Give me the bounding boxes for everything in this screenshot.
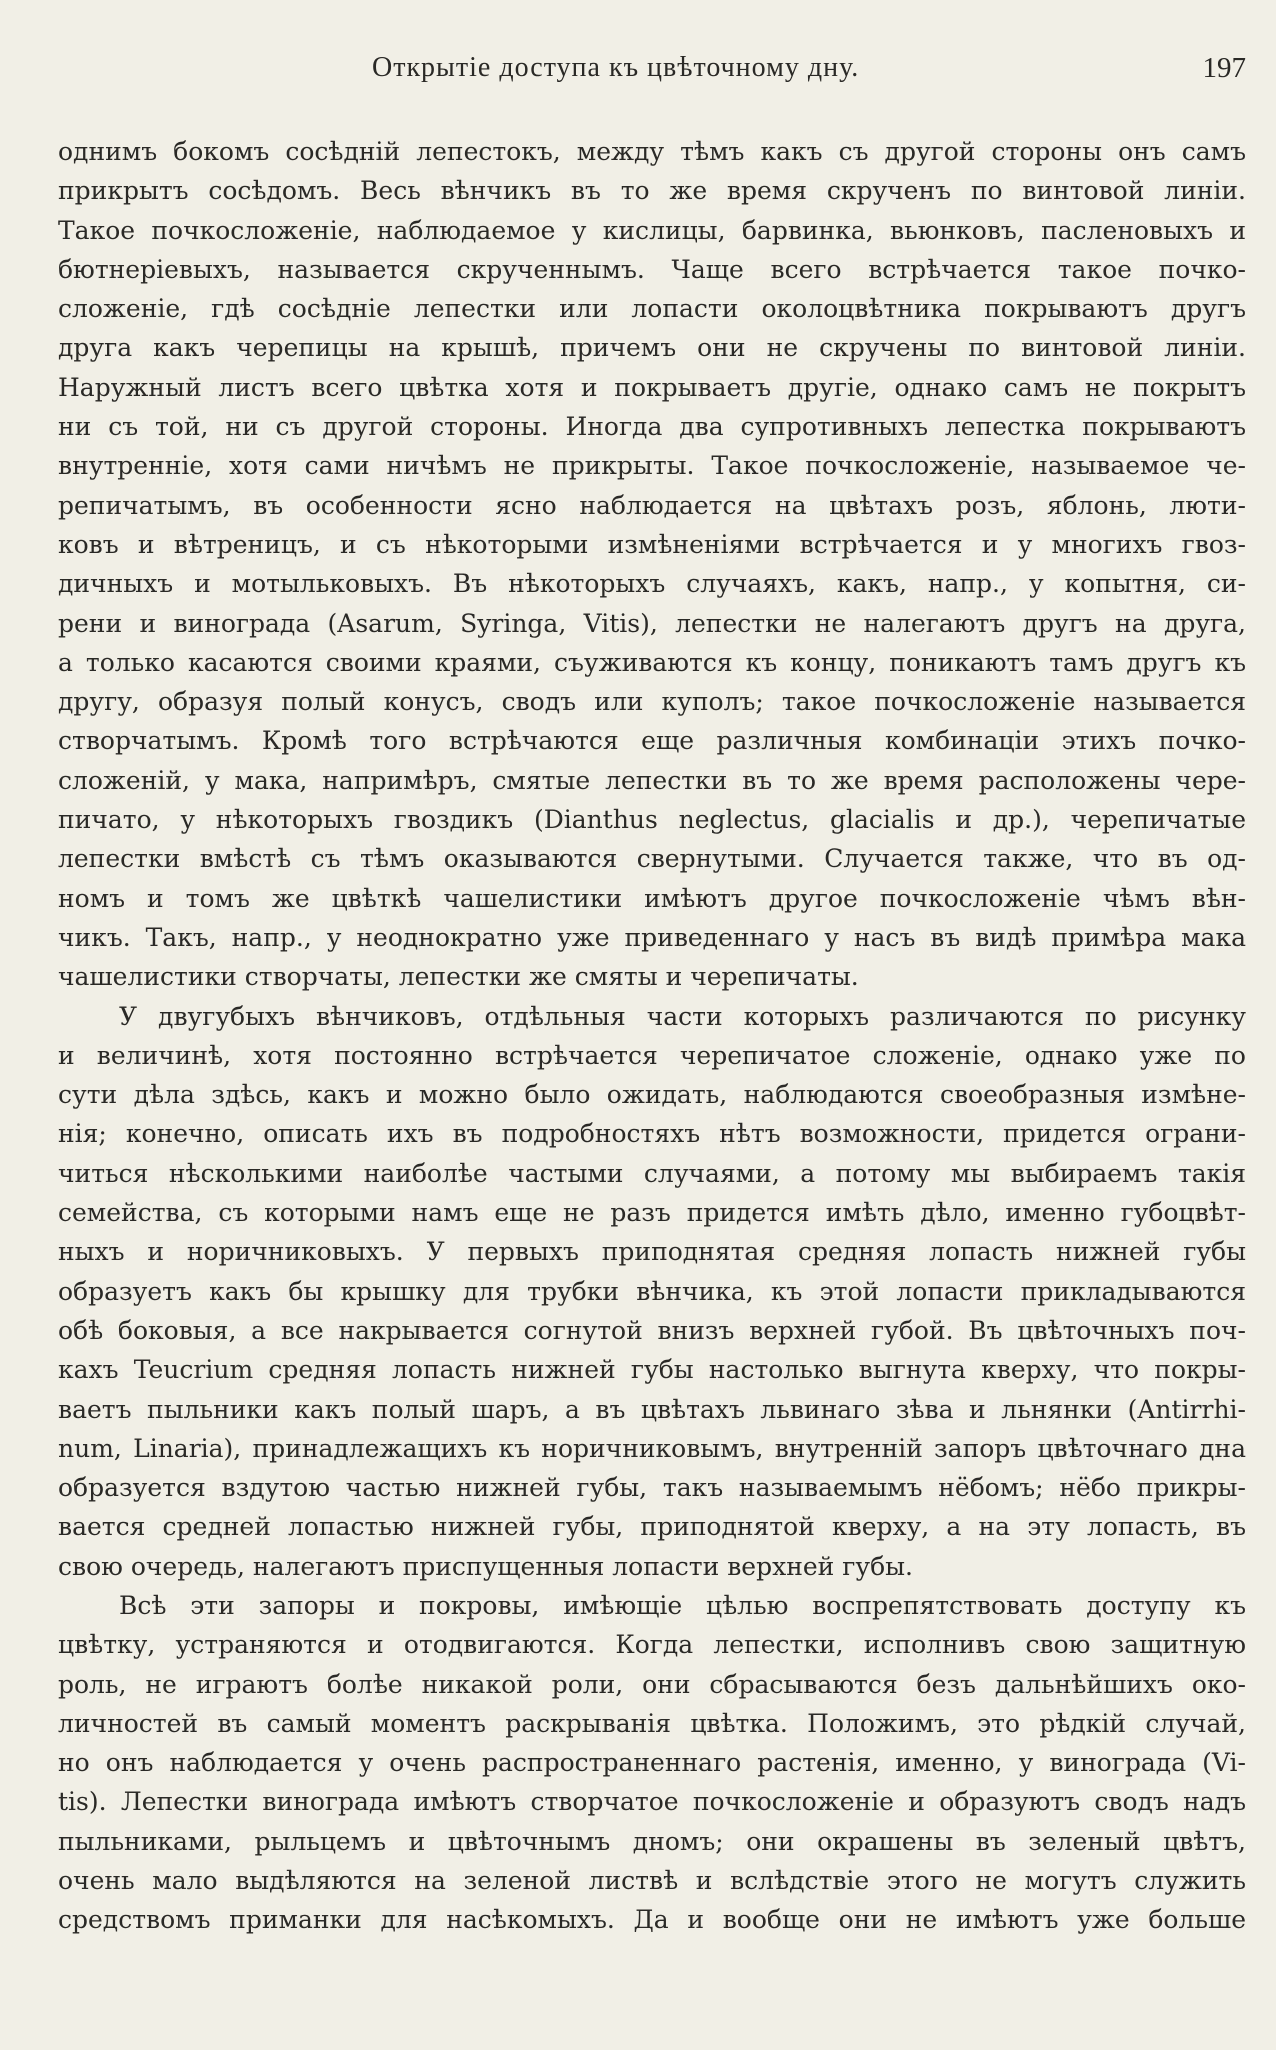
text-line: семейства, съ которыми намъ еще не разъ придется имѣть дѣло, именно губоцвѣт- [58, 1198, 1246, 1228]
text-line: однимъ бокомъ сосѣдній лепестокъ, между тѣмъ какъ съ другой стороны онъ самъ [58, 137, 1246, 166]
text-line: но онъ наблюдается у очень распространеннаго растенія, именно, у винограда (Vi- [58, 1748, 1246, 1778]
text-line: сложеній, у мака, напримѣръ, смятые лепестки въ то же время расположены чере- [58, 765, 1246, 795]
text-line: роль, не играютъ болѣе никакой роли, они сбрасываются безъ дальнѣйшихъ око- [58, 1669, 1246, 1699]
text-line: num, Linaria), принадлежащихъ къ норичниковымъ, внутренній запоръ цвѣточнаго дна [58, 1433, 1246, 1463]
page-number: 197 [1202, 52, 1246, 84]
text-line: рени и винограда (Asarum, Syringa, Vitis), лепестки не налегаютъ другъ на друга, [58, 608, 1246, 638]
running-title: Открытіе доступа къ цвѣточному дну. [372, 52, 860, 83]
text-line: пыльниками, рыльцемъ и цвѣточнымъ дномъ; они окрашены въ зеленый цвѣтъ, [58, 1826, 1246, 1856]
text-line: свою очередь, налегаютъ приспущенныя лопасти верхней губы. [58, 1551, 913, 1581]
body-text [58, 132, 1246, 1940]
text-line: прикрытъ сосѣдомъ. Весь вѣнчикъ въ то же время скрученъ по винтовой линіи. [58, 176, 1246, 206]
text-line: цвѣтку, устраняются и отодвигаются. Когда лепестки, исполнивъ свою защитную [58, 1630, 1246, 1660]
text-line: и величинѣ, хотя постоянно встрѣчается черепичатое сложеніе, однако уже по [58, 1040, 1246, 1070]
text-line: образуется вздутою частью нижней губы, такъ называемымъ нёбомъ; нёбо прикры- [58, 1473, 1246, 1503]
text-line: образуетъ какъ бы крышку для трубки вѣнчика, къ этой лопасти прикладываются [58, 1276, 1246, 1306]
text-line: репичатымъ, въ особенности ясно наблюдается на цвѣтахъ розъ, яблонь, люти- [58, 490, 1246, 520]
text-line: личностей въ самый моментъ раскрыванія цвѣтка. Положимъ, это рѣдкій случай, [58, 1708, 1246, 1738]
text-line: ни съ той, ни съ другой стороны. Иногда два супротивныхъ лепестка покрываютъ [58, 412, 1246, 442]
text-line: Такое почкосложеніе, наблюдаемое у кислицы, барвинка, вьюнковъ, пасленовыхъ и [58, 215, 1246, 245]
text-line: сути дѣла здѣсь, какъ и можно было ожидать, наблюдаются своеобразныя измѣне- [58, 1080, 1246, 1110]
text-line: друга какъ черепицы на крышѣ, причемъ они не скручены по винтовой линіи. [58, 333, 1246, 363]
text-line: бютнеріевыхъ, называется скрученнымъ. Чаще всего встрѣчается такое почко- [58, 254, 1246, 284]
text-line: створчатымъ. Кромѣ того встрѣчаются еще различныя комбинаціи этихъ почко- [58, 726, 1246, 756]
text-line: обѣ боковыя, а все накрывается согнутой внизъ верхней губой. Въ цвѣточныхъ поч- [58, 1315, 1246, 1345]
text-line: очень мало выдѣляются на зеленой листвѣ и вслѣдствіе этого не могутъ служить [58, 1866, 1246, 1896]
text-line: вается средней лопастью нижней губы, приподнятой кверху, а на эту лопасть, въ [58, 1512, 1246, 1542]
paragraph [58, 997, 1246, 1586]
text-line: ковъ и вѣтреницъ, и съ нѣкоторыми измѣненіями встрѣчается и у многихъ гвоз- [58, 529, 1246, 559]
text-line: чикъ. Такъ, напр., у неоднократно уже приведеннаго у насъ въ видѣ примѣра мака [58, 922, 1246, 952]
text-line: tis). Лепестки винограда имѣютъ створчатое почкосложеніе и образуютъ сводъ надъ [58, 1787, 1246, 1817]
text-line: лепестки вмѣстѣ съ тѣмъ оказываются свернутыми. Случается также, что въ од- [58, 844, 1246, 874]
paragraph [58, 132, 1246, 997]
text-line: чашелистики створчаты, лепестки же смяты и черепичаты. [58, 962, 859, 992]
text-line: номъ и томъ же цвѣткѣ чашелистики имѣютъ другое почкосложеніе чѣмъ вѣн- [58, 883, 1246, 913]
text-line: а только касаются своими краями, съуживаются къ концу, поникаютъ тамъ другъ къ [58, 647, 1246, 677]
paragraph [58, 1586, 1246, 1940]
text-line: Всѣ эти запоры и покровы, имѣющіе цѣлью воспрепятствовать доступу къ [119, 1590, 1246, 1620]
text-line: сложеніе, гдѣ сосѣдніе лепестки или лопасти околоцвѣтника покрываютъ другъ [58, 294, 1246, 324]
text-line: внутренніе, хотя сами ничѣмъ не прикрыты. Такое почкосложеніе, называемое че- [58, 451, 1246, 481]
text-line: кахъ Teucrium средняя лопасть нижней губы настолько выгнута кверху, что покры- [58, 1355, 1246, 1385]
text-line: другу, образуя полый конусъ, сводъ или куполъ; такое почкосложеніе называется [58, 687, 1246, 717]
text-line: ныхъ и норичниковыхъ. У первыхъ приподнятая средняя лопасть нижней губы [58, 1237, 1246, 1267]
text-line: пичато, у нѣкоторыхъ гвоздикъ (Dianthus neglectus, glacialis и др.), черепичатые [58, 805, 1246, 835]
text-line: ваетъ пыльники какъ полый шаръ, а въ цвѣтахъ львинаго зѣва и льнянки (Antirrhi- [58, 1394, 1246, 1424]
text-line: дичныхъ и мотыльковыхъ. Въ нѣкоторыхъ случаяхъ, какъ, напр., у копытня, си- [58, 569, 1246, 599]
text-line: читься нѣсколькими наиболѣе частыми случаями, а потому мы выбираемъ такія [58, 1158, 1246, 1188]
text-line: У двугубыхъ вѣнчиковъ, отдѣльныя части которыхъ различаются по рисунку [119, 1001, 1246, 1031]
text-line: нія; конечно, описать ихъ въ подробностяхъ нѣтъ возможности, придется ограни- [58, 1119, 1246, 1149]
text-line: средствомъ приманки для насѣкомыхъ. Да и вообще они не имѣютъ уже больше [58, 1905, 1246, 1935]
text-line: Наружный листъ всего цвѣтка хотя и покрываетъ другіе, однако самъ не покрытъ [58, 372, 1246, 402]
